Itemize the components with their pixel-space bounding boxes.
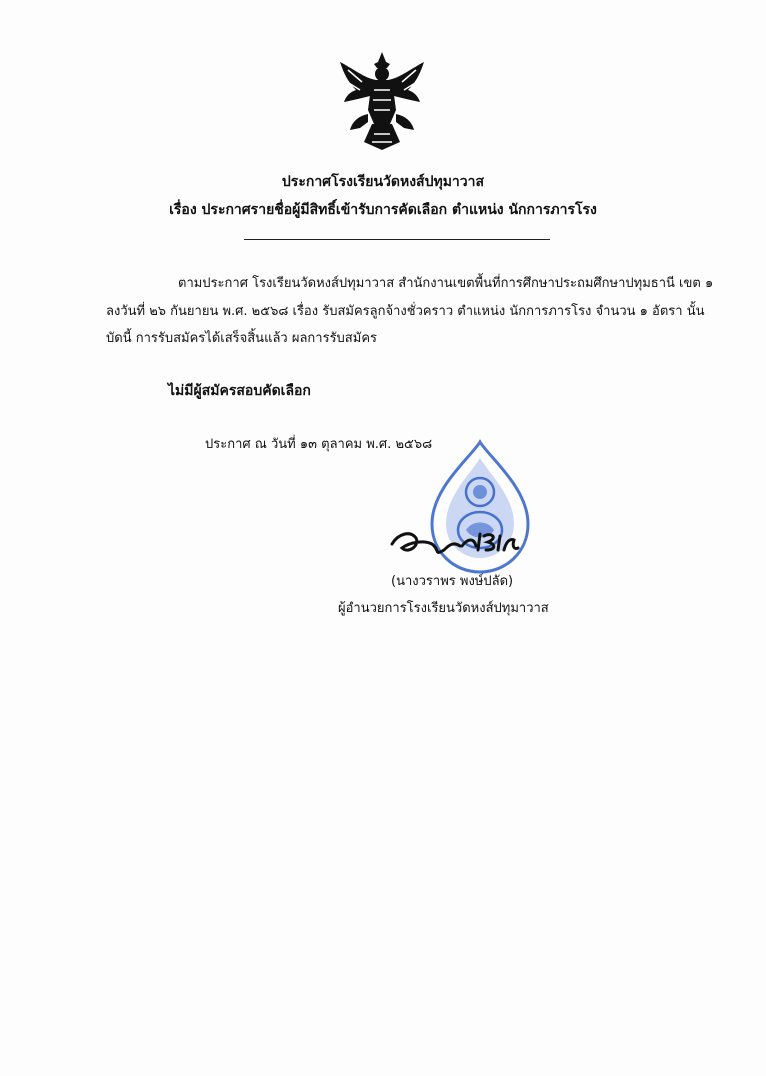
handwritten-signature-icon [388, 520, 548, 560]
paragraph-line-1: ตามประกาศ โรงเรียนวัดหงส์ปทุมาวาส สำนักงานเขตพื้นที่การศึกษาประถมศึกษาปทุมธานี เขต ๑ [178, 276, 714, 291]
announcement-date: ประกาศ ณ วันที่ ๑๓ ตุลาคม พ.ศ. ๒๕๖๘ [205, 437, 433, 452]
result-statement: ไม่มีผู้สมัครสอบคัดเลือก [168, 383, 311, 399]
paragraph-line-2: ลงวันที่ ๒๖ กันยายน พ.ศ. ๒๕๖๘ เรื่อง รับสมัครลูกจ้างชั่วคราว ตำแหน่ง นักการภารโรง จำนวน ๑ อัตรา นั้น [106, 304, 705, 319]
garuda-emblem-icon [334, 50, 430, 154]
announcement-title: ประกาศโรงเรียนวัดหงส์ปทุมาวาส [281, 174, 485, 190]
signer-name: (นางวราพร พงษ์ปลัด) [391, 574, 514, 589]
paragraph-line-3: บัดนี้ การรับสมัครได้เสร็จสิ้นแล้ว ผลการรับสมัคร [106, 331, 377, 346]
signer-position: ผู้อำนวยการโรงเรียนวัดหงส์ปทุมาวาส [338, 601, 549, 616]
title-divider [244, 239, 550, 240]
announcement-subject: เรื่อง ประกาศรายชื่อผู้มีสิทธิ์เข้ารับการคัดเลือก ตำแหน่ง นักการภารโรง [169, 202, 597, 218]
